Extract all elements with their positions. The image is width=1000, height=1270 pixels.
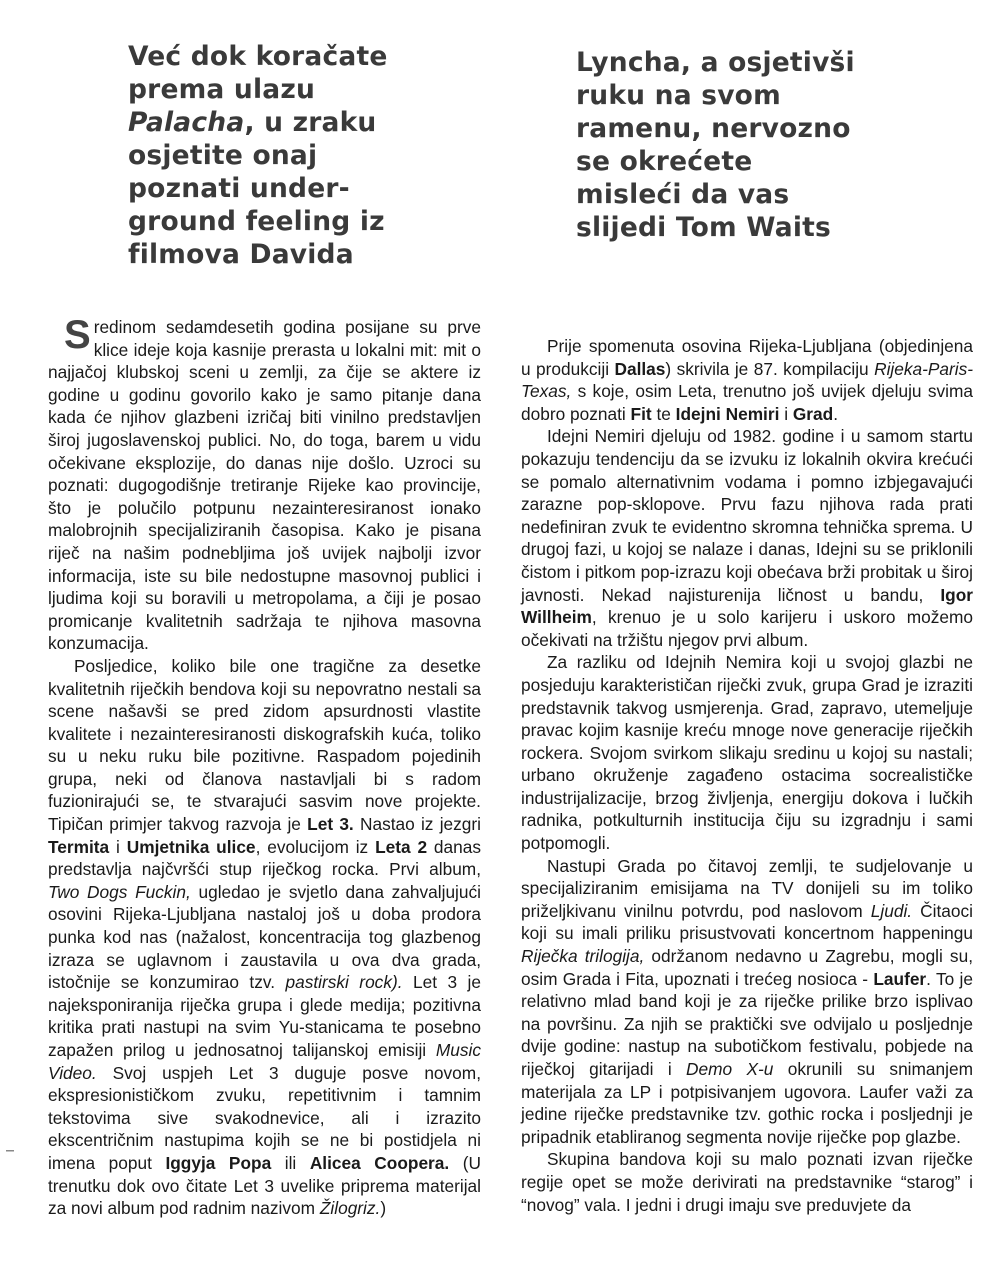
article-paragraph [521, 1148, 973, 1216]
bold-name: Umjetnika ulice [126, 836, 256, 857]
article-paragraph [521, 855, 973, 1149]
paragraph-text: redinom sedamdesetih godina posijane su prve klice ideje koja kasnije prerasta u lokalni mit: mit o najjačoj klubskoj sceni u zemlji, za čije se aktere iz godine u godinu govorilo kako je samo pitanje dana kada će njihov glazbeni izričaj biti vinilno predstavljen široj jugoslavenskoj publici. No, do toga, barem u vidu očekivane eksplozije, do danas nije došlo. Uzroci su poznati: dugogodišnje tretiranje Rijeke kao provincije, što je polučilo potpunu nezainteresiranost ionako malobrojnih specijaliziranih časopisa. Kako je pisana riječ na našim podnebljima još uvijek najbolji izvor informacija, iste su bile nedostupne masovnoj publici i ljudima koji su boravili u metropolama, a čiji je posao promicanje kvalitetnih sadržaja te njihova masovna konzumacija. [48, 317, 481, 654]
article-paragraph [521, 335, 973, 425]
article-paragraph [521, 425, 973, 651]
paragraph-text: Idejni Nemiri djeluju od 1982. godine i u samom startu pokazuju tendenciju da se izvuku iz lokalnih okvira krećući se pomalo alternativnim vodama i pomno izbjegavajući zarazne pop-sklopove. Prvu fazu njihova rada prati nedefiniran zvuk te evidentno skromna tehnička sprema. U drugoj fazi, u kojoj se nalaze i danas, Idejni su se priklonili čistom i pitkom pop-izrazu koji obećava brži probitak u široj javnosti. Nekad najisturenija ličnost u bandu, [521, 426, 973, 605]
italic-title: Demo X-u [686, 1059, 774, 1079]
pull-quote-line: slijedi Tom Waits [576, 212, 831, 243]
paragraph-text: ili [271, 1152, 310, 1173]
pull-quote-line: prema ulazu [128, 74, 316, 105]
pull-quote-left [128, 40, 428, 271]
bold-name: Fit [630, 403, 652, 424]
pull-quote-line: ruku na svom [576, 80, 781, 111]
paragraph-text: okrunili su snimanjem materijala za LP i potpisivanjem ugovora. Laufer važi za jedine riječke predstavnike tzv. gothic rocka i posljednji je pripadnik etabliranog segmenta novije riječke pop glazbe. [521, 1059, 973, 1147]
italic-title: Riječka trilogija, [521, 946, 645, 967]
pull-quote-line: osjetite onaj [128, 140, 318, 171]
paragraph-text: . To je relativno mlad band koji je za riječke prilike brzo isplivao na površinu. Za njih se praktički sve odvijalo u posljednje dvije godine: nastup na subotičkom festivalu, pobjede na riječkoj gitarijadi i [521, 968, 973, 1079]
bold-name: Igor Willheim [521, 584, 973, 628]
paragraph-text: Posljedice, koliko bile one tragične za desetke kvalitetnih riječkih bendova koji su nepovratno nestali sa scene našavši se pred zidom apsurdnosti vlastite kvalitete i nezainteresiranosti diskografskih kuća, toliko su u neku ruku bile pozitivne. Raspadom pojedinih grupa, neki od članova nastavljali bi s radom fuzionirajući se, te stvarajući sasvim nove projekte. Tipičan primjer takvog razvoja je [48, 655, 481, 835]
pull-quote-line [128, 106, 428, 139]
paragraph-text: Nastupi Grada po čitavoj zemlji, te sudjelovanje u specijaliziranim emisijama na TV donijeli su im toliko priželjkivanu vinilnu potvrdu, pod naslovom [521, 855, 973, 921]
italic-title: Žilogriz. [319, 1198, 381, 1219]
pull-quote-line: Već dok koračate [128, 41, 388, 72]
pull-quote-line: misleći da vas [576, 179, 790, 210]
paragraph-text: Svoj uspjeh Let 3 duguje posve novom, ekspresionističkom zvuku, repetitivnim i tamnim tekstovima sive svakodnevice, ali i izrazito ekscentričnim nastupima kojih se ne bi postidjela ni imena poput [48, 1062, 481, 1173]
drop-cap: S [64, 313, 91, 357]
bold-name: Alicea Coopera. [309, 1152, 450, 1173]
pull-quote-emphasis: Palacha [128, 107, 245, 138]
paragraph-text: , evolucijom iz [255, 836, 376, 857]
article-column-right [521, 335, 973, 1216]
paragraph-text: Za razliku od Idejnih Nemira koji u svojoj glazbi ne posjeduju karakterističan riječki zvuk, grupa Grad je izraziti predstavnik takvog usmjerenja. Grad, zapravo, utemeljuje pravac kojim kasnije kreću mnoge nove generacije riječkih rockera. Svojom svirkom slikaju sredinu u kojoj su nastali; urbano okruženje zagađeno ostacima socrealističke industrijalizacije, brzog življenja, energiju dokova i lučkih radnika, potkulturnih institucija čiju su izgradnju i sami potpomogli. [521, 652, 973, 854]
bold-name: Termita [48, 836, 110, 857]
italic-title: Rijeka-Paris-Texas, [521, 358, 973, 402]
bold-name: Let 3. [307, 814, 354, 835]
paragraph-text: (U trenutku dok ovo čitate Let 3 uvelike priprema materijal za novi album pod radnim nazivom [48, 1152, 481, 1219]
article-paragraph [48, 313, 481, 655]
pull-quote-line: poznati under- [128, 173, 350, 204]
bold-name: Leta 2 [375, 836, 428, 857]
paragraph-text: Čitaoci koji su imali priliku prisustvovati koncertnom happeningu [521, 900, 974, 944]
bold-name: Dallas [614, 358, 666, 379]
pull-quote-line: filmova Davida [128, 239, 354, 270]
pull-quote-line: Lyncha, a osjetivši [576, 47, 855, 78]
bold-name: Grad [792, 403, 834, 424]
paragraph-text: i [779, 403, 793, 424]
paragraph-text: Skupina bandova koji su malo poznati izvan riječke regije opet se može derivirati na predstavnike “starog” i “novog” vala. I jedni i drugi imaju sve preduvjete da [521, 1149, 973, 1215]
article-column-left [48, 313, 482, 1220]
italic-title: Ljudi. [870, 900, 913, 921]
paragraph-text: danas predstavlja najčvršći stup riječkog rocka. Prvi album, [48, 836, 482, 880]
article-paragraph [48, 655, 481, 1220]
pull-quote-text: , u zraku [244, 107, 377, 138]
italic-title: pastirski rock). [285, 972, 403, 993]
paragraph-text: ) skrivila je 87. kompilaciju [665, 358, 875, 379]
paragraph-text: održanom nedavno u Zagrebu, mogli su, osim Grada i Fita, upoznati i trećeg nosioca - [521, 946, 973, 989]
paragraph-text: Nastao iz jezgri [353, 814, 481, 835]
paragraph-text: s koje, osim Leta, trenutno još uvijek djeluju svima dobro poznati [521, 381, 973, 424]
pull-quote-right [576, 46, 906, 244]
paragraph-text: te [651, 403, 676, 424]
bold-name: Idejni Nemiri [675, 403, 780, 424]
paragraph-text: . [833, 403, 838, 424]
article-paragraph [521, 651, 973, 854]
italic-title: Music Video. [48, 1040, 481, 1083]
paragraph-text: i [109, 836, 127, 857]
paragraph-text: ugledao je svjetlo dana zahvaljujući osovini Rijeka-Ljubljana nastaloj još u doba prodora punka kod nas (nažalost, koncentracija tog glazbenog izraza se uglavnom i zaustavila u ova dva grada, istočnije se konzumirao tzv. [48, 881, 481, 993]
pull-quote-line: se okrećete [576, 146, 753, 177]
paragraph-text: ) [380, 1198, 387, 1219]
pull-quote-line: ramenu, nervozno [576, 113, 851, 144]
paragraph-text: , krenuo je u solo karijeru i uskoro možemo očekivati na tržištu njegov prvi album. [521, 607, 973, 650]
italic-title: Two Dogs Fuckin, [48, 881, 191, 902]
paragraph-text: Let 3 je najeksponiranija riječka grupa i glede medija; pozitivna kritika prati nastupi na svim Yu-stanicama te posebno zapažen prilog u jednosatnoj talijanskoj emisiji [48, 972, 481, 1060]
paragraph-text: Prije spomenuta osovina Rijeka-Ljubljana (objedinjena u produkciji [521, 336, 973, 379]
bold-name: Iggyja Popa [165, 1152, 272, 1173]
bold-name: Laufer [873, 968, 927, 989]
pull-quote-line: ground feeling iz [128, 206, 385, 237]
